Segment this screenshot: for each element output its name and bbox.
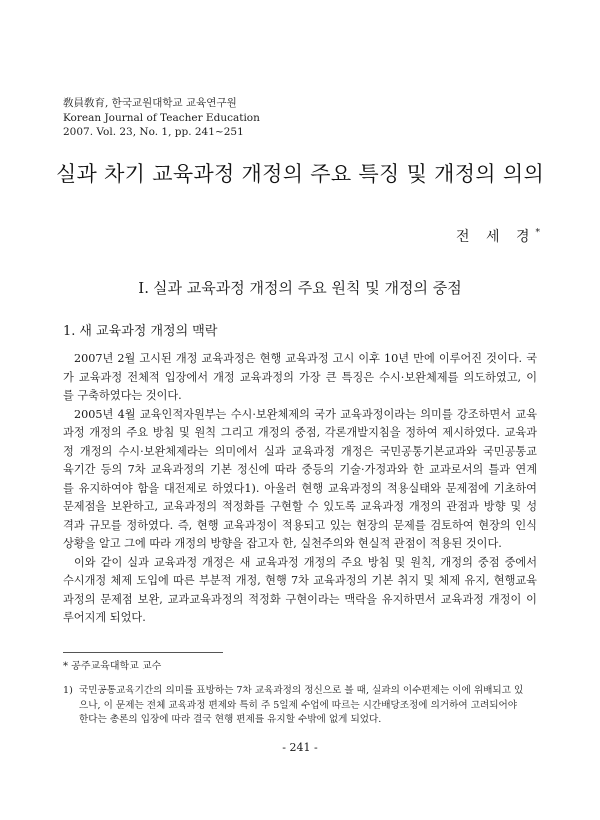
section-title: 실과 교육과정 개정의 주요 원칙 및 개정의 중점 [153, 279, 462, 297]
footnote-divider [63, 652, 223, 653]
journal-header [63, 96, 260, 140]
footnote [63, 684, 537, 728]
body-line: 상황을 알고 그에 따라 개정의 방향을 잡고자 한, 실천주의와 현실적 관점이 적용된 것이다. [63, 537, 502, 550]
body-line: 문제점을 보완하고, 교육과정의 적정화를 구현할 수 있도록 교육과정 개정의 관점과 방향 및 성 [63, 500, 537, 513]
body-line: 과정 개정의 주요 방침 및 원칙 그리고 개정의 중점, 각론개발지침을 정하여 제시하였다. 교육과 [63, 426, 537, 439]
body-line: 2007년 2월 고시된 개정 교육과정은 현행 교육과정 고시 이후 10년 만에 이루어진 것이다. 국 [74, 352, 537, 365]
journal-name-english: Korean Journal of Teacher Education [63, 111, 260, 124]
section-heading [0, 277, 600, 298]
body-line: 수시개정 체제 도입에 따른 부분적 개정, 현행 7차 교육과정의 기본 취지 및 체제 유지, 현행교육 [63, 574, 537, 587]
body-line: 를 유지하여야 함을 대전제로 하였다1). 아울러 현행 교육과정의 적용실태와 문제점에 기초하여 [63, 481, 537, 495]
paper-title: 실과 차기 교육과정 개정의 주요 특징 및 개정의 의의 [55, 162, 545, 186]
author-affiliation-note: * 공주교육대학교 교수 [63, 661, 162, 672]
subsection-title: 새 교육과정 개정의 맥락 [79, 324, 218, 339]
body-line: 가 교육과정 전체적 입장에서 개정 교육과정의 가장 큰 특징은 수시·보완체제를 의도하였고, 이 [63, 370, 537, 384]
section-number: Ⅰ. [138, 279, 149, 297]
body-line: 과정의 문제점 보완, 교과교육과정의 적정화 구현이라는 맥락을 유지하면서 교육과정 개정이 이 [63, 592, 537, 606]
body-text [63, 350, 537, 628]
subsection-number: 1. [63, 324, 76, 339]
footnote-line: 으나, 이 문제는 전체 교육과정 편제와 특히 주 5일제 수업에 따르는 시간배당조정에 의거하여 고려되어야 [79, 699, 518, 711]
body-line: 를 구축하였다는 것이다. [63, 389, 182, 402]
author-footnote-mark: * [535, 228, 540, 238]
author-name: 전 세 경 [456, 229, 536, 245]
page-number: - 241 - [282, 741, 318, 754]
footnote-line: 한다는 총론의 입장에 따라 결국 현행 편제를 유지할 수밖에 없게 되었다. [79, 714, 382, 725]
body-line: 2005년 4월 교육인적자원부는 수시·보완체제의 국가 교육과정이라는 의미를 강조하면서 교육 [74, 407, 537, 421]
body-line: 이와 같이 실과 교육과정 개정은 새 교육과정 개정의 주요 방침 및 원칙, 개정의 중점 중에서 [74, 555, 537, 569]
author [456, 226, 540, 246]
body-line: 루어지게 되었다. [63, 611, 146, 624]
journal-name-korean: 敎員敎育, 한국교원대학교 교육연구원 [63, 97, 237, 109]
footnote-number: 1) [63, 685, 73, 696]
body-line: 육기간 등의 7차 교육과정의 기본 정신에 따라 중등의 기술·가정과와 한 교과로서의 틀과 연계 [63, 463, 537, 476]
journal-citation: 2007. Vol. 23, No. 1, pp. 241~251 [63, 126, 244, 138]
footnote-line: 국민공통교육기간의 의미를 표방하는 7차 교육과정의 정신으로 볼 때, 실과의 이수편제는 이에 위배되고 있 [79, 685, 524, 696]
body-line: 정 개정의 수시·보완체제라는 의미에서 실과 교육과정 개정은 국민공통기본교과와 국민공통교 [63, 444, 537, 458]
subsection-heading [63, 320, 217, 339]
body-line: 격과 규모를 정하였다. 즉, 현행 교육과정이 적용되고 있는 현장의 문제를 검토하여 현장의 인식 [63, 518, 537, 532]
